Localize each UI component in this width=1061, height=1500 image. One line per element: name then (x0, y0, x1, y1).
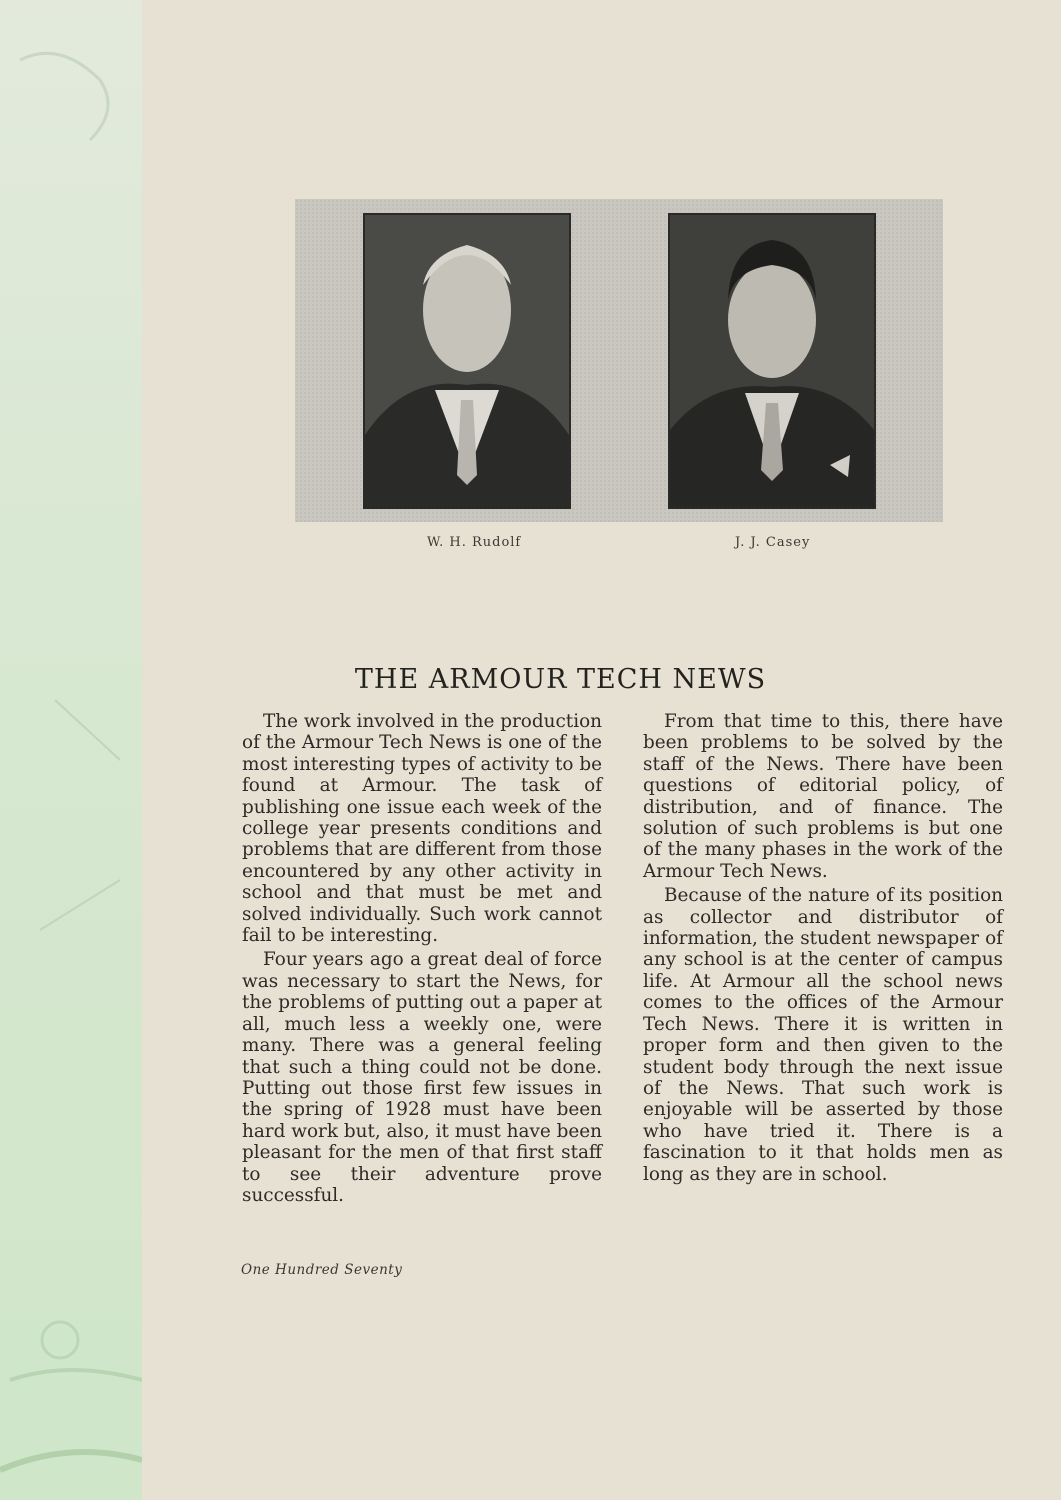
portrait-caption: W. H. Rudolf (427, 535, 522, 550)
portrait-panel (295, 199, 943, 522)
paragraph: Because of the nature of its position as collector and distributor of information, the student newspaper of any school is at the center of campus life. At Armour all the school news comes to the offices of the Armour Tech News. There it is written in proper form and then given to the student body through the next issue of the News. That such work is enjoyable will be asserted by those who have tried it. There is a fascination to it that holds men as long as they are in school. (643, 885, 1003, 1185)
paragraph: Four years ago a great deal of force was necessary to start the News, for the problems of putting out a paper at all, much less a weekly one, were many. There was a general feeling that such a thing could not be done. Putting out those first few issues in the spring of 1928 must have been hard work but, also, it must have been pleasant for the men of that first staff to see their adventure prove successful. (242, 949, 602, 1206)
margin-ornament (0, 0, 142, 1500)
article-column-left (242, 711, 602, 1206)
portrait-photo-casey (668, 213, 876, 509)
paragraph: From that time to this, there have been problems to be solved by the staff of the News. There have been questions of editorial policy, of distribution, and of finance. The solution of such problems is but one of the many phases in the work of the Armour Tech News. (643, 711, 1003, 882)
article-title: THE ARMOUR TECH NEWS (354, 664, 767, 695)
decorative-margin-strip (0, 0, 142, 1500)
portrait-caption: J. J. Casey (735, 535, 811, 550)
portrait-photo-rudolf (363, 213, 571, 509)
article-column-right (643, 711, 1003, 1185)
paragraph: The work involved in the production of the Armour Tech News is one of the most interesting types of activity to be found at Armour. The task of publishing one issue each week of the college year presents conditions and problems that are different from those encountered by any other activity in school and that must be met and solved individually. Such work cannot fail to be interesting. (242, 711, 602, 947)
page-number-folio: One Hundred Seventy (241, 1262, 403, 1278)
